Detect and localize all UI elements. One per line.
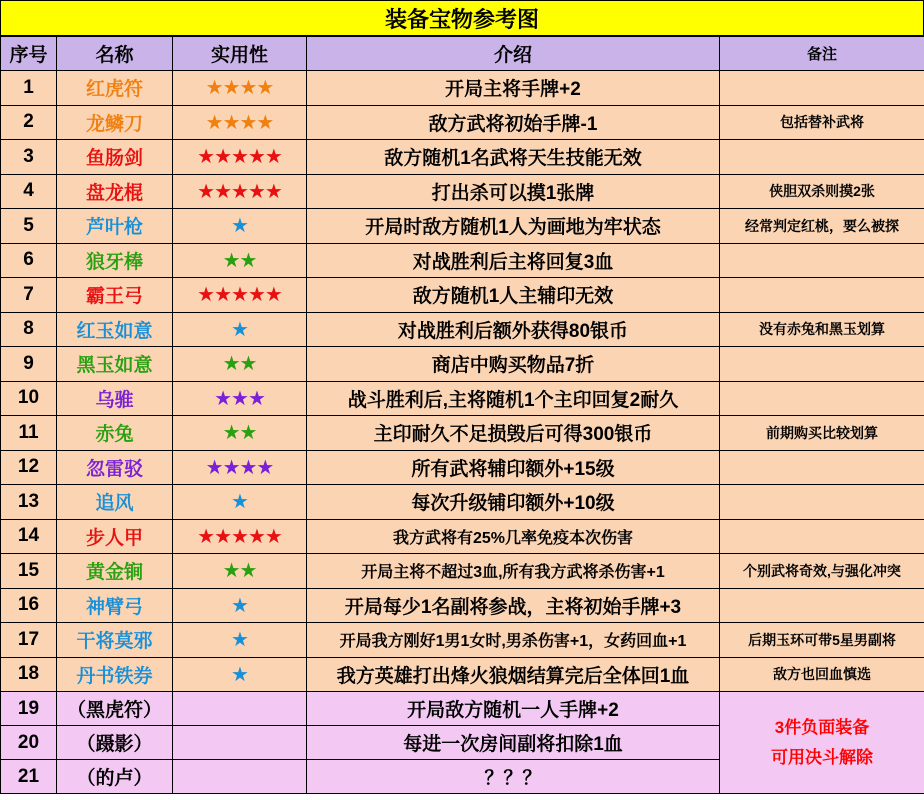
table-row (1, 485, 924, 520)
table-row (1, 416, 924, 451)
item-name: （蹑影） (57, 726, 173, 760)
item-description: 我方英雄打出烽火狼烟结算完后全体回1血 (307, 657, 720, 692)
item-description: 战斗胜利后,主将随机1个主印回复2耐久 (307, 381, 720, 416)
table-row (1, 381, 924, 416)
table-row (1, 105, 924, 140)
item-name: 步人甲 (57, 519, 173, 554)
page-title: 装备宝物参考图 (0, 0, 924, 36)
table-row (1, 347, 924, 382)
rating-stars: ★★ (173, 416, 307, 451)
rating-stars: ★★★★★ (173, 140, 307, 175)
item-name: 忽雷驳 (57, 450, 173, 485)
row-number: 19 (1, 692, 57, 726)
rating-stars: ★★★★★ (173, 174, 307, 209)
item-description: 开局主将不超过3血,所有我方武将杀伤害+1 (307, 554, 720, 589)
item-name: （黑虎符） (57, 692, 173, 726)
item-name: 神臂弓 (57, 588, 173, 623)
row-number: 10 (1, 381, 57, 416)
item-name: 盘龙棍 (57, 174, 173, 209)
item-note (720, 588, 924, 623)
table-row (1, 312, 924, 347)
item-description: 敌方武将初始手牌-1 (307, 105, 720, 140)
row-number: 20 (1, 726, 57, 760)
rating-stars: ★ (173, 657, 307, 692)
item-note: 后期玉环可带5星男副将 (720, 623, 924, 658)
item-description: 开局敌方随机一人手牌+2 (307, 692, 720, 726)
item-description: 所有武将辅印额外+15级 (307, 450, 720, 485)
header-num: 序号 (1, 37, 57, 71)
row-number: 16 (1, 588, 57, 623)
rating-stars: ★ (173, 623, 307, 658)
table-body (1, 71, 924, 794)
item-note (720, 485, 924, 520)
item-name: 芦叶枪 (57, 209, 173, 244)
rating-stars (173, 760, 307, 794)
item-name: 龙鳞刀 (57, 105, 173, 140)
item-description: 开局主将手牌+2 (307, 71, 720, 106)
item-name: 干将莫邪 (57, 623, 173, 658)
rating-stars: ★ (173, 588, 307, 623)
rating-stars: ★ (173, 209, 307, 244)
row-number: 17 (1, 623, 57, 658)
item-name: 乌骓 (57, 381, 173, 416)
item-description: 商店中购买物品7折 (307, 347, 720, 382)
equipment-table (0, 36, 924, 794)
item-description: 每进一次房间副将扣除1血 (307, 726, 720, 760)
rating-stars: ★★★★ (173, 450, 307, 485)
row-number: 3 (1, 140, 57, 175)
rating-stars: ★★ (173, 554, 307, 589)
row-number: 7 (1, 278, 57, 313)
negative-note-line1: 3件负面装备 (774, 717, 870, 737)
header-rating: 实用性 (173, 37, 307, 71)
item-description: 敌方随机1人主辅印无效 (307, 278, 720, 313)
item-name: 赤兔 (57, 416, 173, 451)
item-description: 打出杀可以摸1张牌 (307, 174, 720, 209)
table-row (1, 657, 924, 692)
row-number: 14 (1, 519, 57, 554)
rating-stars: ★★ (173, 347, 307, 382)
rating-stars: ★★★★ (173, 105, 307, 140)
rating-stars: ★★★★★ (173, 519, 307, 554)
row-number: 5 (1, 209, 57, 244)
item-name: （的卢） (57, 760, 173, 794)
item-description: 对战胜利后主将回复3血 (307, 243, 720, 278)
item-name: 霸王弓 (57, 278, 173, 313)
rating-stars: ★★★★★ (173, 278, 307, 313)
item-description: 对战胜利后额外获得80银币 (307, 312, 720, 347)
rating-stars: ★★ (173, 243, 307, 278)
row-number: 9 (1, 347, 57, 382)
row-number: 1 (1, 71, 57, 106)
table-row (1, 140, 924, 175)
item-description: 主印耐久不足损毁后可得300银币 (307, 416, 720, 451)
item-note (720, 381, 924, 416)
item-name: 追风 (57, 485, 173, 520)
item-note: 经常判定红桃，要么被探 (720, 209, 924, 244)
item-description: 开局每少1名副将参战，主将初始手牌+3 (307, 588, 720, 623)
item-note (720, 140, 924, 175)
rating-stars (173, 726, 307, 760)
row-number: 12 (1, 450, 57, 485)
item-note: 包括替补武将 (720, 105, 924, 140)
row-number: 8 (1, 312, 57, 347)
table-row (1, 554, 924, 589)
item-description: 我方武将有25%几率免疫本次伤害 (307, 519, 720, 554)
row-number: 4 (1, 174, 57, 209)
header-note: 备注 (720, 37, 924, 71)
item-note: 个别武将奇效,与强化冲突 (720, 554, 924, 589)
item-name: 红虎符 (57, 71, 173, 106)
row-number: 11 (1, 416, 57, 451)
item-note (720, 347, 924, 382)
row-number: 21 (1, 760, 57, 794)
table-row (1, 278, 924, 313)
rating-stars (173, 692, 307, 726)
item-name: 丹书铁券 (57, 657, 173, 692)
item-description: 开局我方刚好1男1女时,男杀伤害+1，女药回血+1 (307, 623, 720, 658)
item-description: 敌方随机1名武将天生技能无效 (307, 140, 720, 175)
item-note (720, 243, 924, 278)
negative-items-note (720, 692, 924, 794)
header-desc: 介绍 (307, 37, 720, 71)
item-name: 鱼肠剑 (57, 140, 173, 175)
table-row (1, 174, 924, 209)
item-note: 前期购买比较划算 (720, 416, 924, 451)
item-note (720, 278, 924, 313)
item-note (720, 71, 924, 106)
row-number: 15 (1, 554, 57, 589)
header-row (1, 37, 924, 71)
item-description: ？？？ (307, 760, 720, 794)
row-number: 2 (1, 105, 57, 140)
item-note: 侠胆双杀则摸2张 (720, 174, 924, 209)
item-name: 黑玉如意 (57, 347, 173, 382)
item-note (720, 450, 924, 485)
rating-stars: ★★★★ (173, 71, 307, 106)
row-number: 18 (1, 657, 57, 692)
item-name: 红玉如意 (57, 312, 173, 347)
table-row (1, 623, 924, 658)
negative-note-line2: 可用决斗解除 (771, 747, 873, 767)
table-row (1, 588, 924, 623)
table-row (1, 71, 924, 106)
row-number: 13 (1, 485, 57, 520)
item-note: 没有赤兔和黑玉划算 (720, 312, 924, 347)
item-name: 狼牙棒 (57, 243, 173, 278)
item-note: 敌方也回血慎选 (720, 657, 924, 692)
item-note (720, 519, 924, 554)
table-row (1, 519, 924, 554)
header-name: 名称 (57, 37, 173, 71)
negative-row (1, 692, 924, 726)
rating-stars: ★★★ (173, 381, 307, 416)
item-name: 黄金锏 (57, 554, 173, 589)
rating-stars: ★ (173, 485, 307, 520)
table-row (1, 243, 924, 278)
row-number: 6 (1, 243, 57, 278)
table-row (1, 450, 924, 485)
item-description: 每次升级铺印额外+10级 (307, 485, 720, 520)
rating-stars: ★ (173, 312, 307, 347)
table-row (1, 209, 924, 244)
item-description: 开局时敌方随机1人为画地为牢状态 (307, 209, 720, 244)
